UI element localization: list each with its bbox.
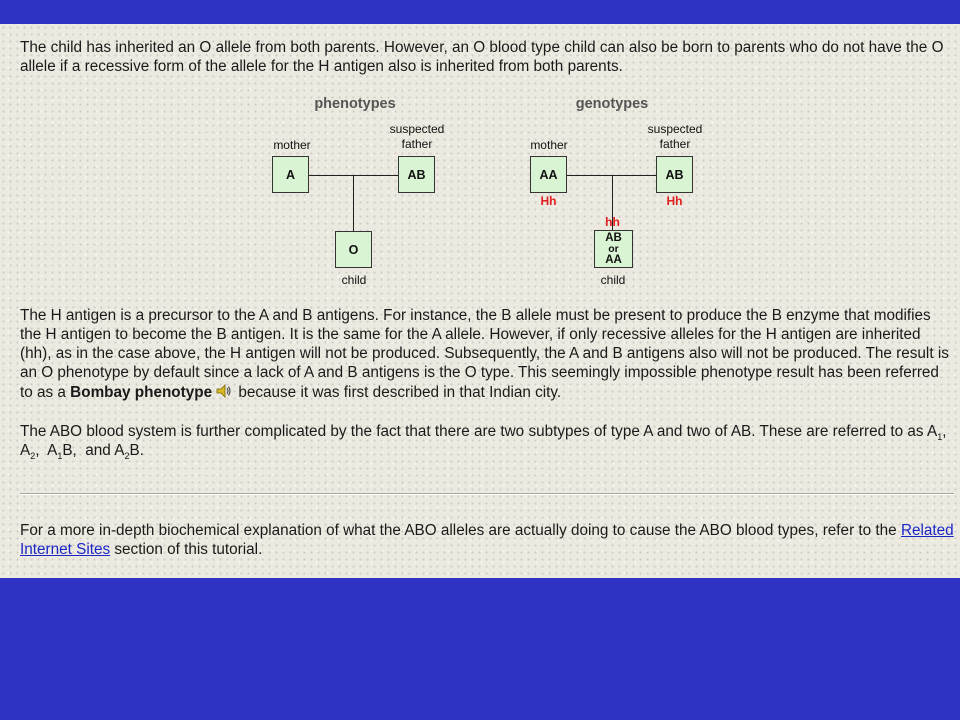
paragraph2-text-after: because it was first described in that Indian city.: [234, 384, 562, 401]
genotype-father-box: AB: [656, 156, 693, 193]
genotype-child-line2: AA: [605, 253, 622, 266]
phenotype-child-box: O: [335, 231, 372, 268]
phenotype-child-line: [353, 175, 354, 231]
paragraph2-text: The H antigen is a precursor to the A and B antigens. For instance, the B allele must be present to produce the B enzyme that modifies the H antigen to become the B antigen. It is the same for the A allele. However, if only recessive alleles for the H antigen are inherited (hh), as in the case above, the H antigen will not be produced. Subsequently, the A and B antigens also will not be produced. The result is an O phenotype by default since a lack of A and B antigens is the O type. This seemingly impossible phenotype result has been referred to as a: [20, 307, 949, 401]
h-antigen-paragraph: [20, 306, 955, 402]
subscript: 1: [937, 432, 943, 442]
paragraph3-text: The ABO blood system is further complicated by the fact that there are two subtypes of type A and two of AB. These are referred to as: [20, 423, 927, 440]
further-reading-paragraph: [20, 521, 955, 559]
paragraph4-text-after: section of this tutorial.: [110, 541, 263, 558]
genotype-child-box: [594, 230, 633, 268]
genotypes-heading: genotypes: [575, 96, 649, 112]
genotype-child-h: hh: [605, 215, 620, 229]
horizontal-divider: [20, 493, 954, 495]
subscript: 2: [30, 451, 36, 461]
genotype-father-label: suspected father: [647, 122, 703, 151]
bombay-phenotype-term: Bombay phenotype: [70, 384, 213, 401]
paragraph4-text: For a more in-depth biochemical explanation of what the ABO alleles are actually doing to cause the ABO blood types, refer to the: [20, 522, 901, 539]
abo-subtypes-paragraph: The ABO blood system is further complicated by the fact that there are two subtypes of type A and two of AB. These are referred to as $A_1$, $A_2$, $A_1B$, and $A_2B$.: [20, 423, 951, 461]
subscript: 1: [57, 451, 63, 461]
genotype-child-line1: AB: [605, 231, 622, 244]
phenotype-father-box: AB: [398, 156, 435, 193]
speaker-icon[interactable]: [214, 382, 232, 400]
genotype-mother-h: Hh: [540, 194, 557, 208]
genotype-mother-box: AA: [530, 156, 567, 193]
genotype-child-label: child: [600, 273, 626, 287]
phenotype-mother-box: A: [272, 156, 309, 193]
phenotypes-heading: phenotypes: [314, 96, 396, 112]
subscript: 2: [124, 451, 130, 461]
genotype-mother-label: mother: [530, 138, 568, 152]
genotype-father-h: Hh: [666, 194, 683, 208]
genotype-child-or: or: [608, 242, 619, 255]
phenotype-child-label: child: [341, 273, 367, 287]
related-internet-sites-link[interactable]: Related Internet Sites: [20, 522, 954, 558]
phenotype-mother-label: mother: [273, 138, 311, 152]
intro-paragraph: The child has inherited an O allele from both parents. However, an O blood type child can also be born to parents who do not have the O allele if a recessive form of the allele for the H antigen also is inherited from both parents.: [20, 39, 944, 75]
content-page: [0, 24, 960, 578]
phenotype-father-label: suspected father: [389, 122, 445, 151]
